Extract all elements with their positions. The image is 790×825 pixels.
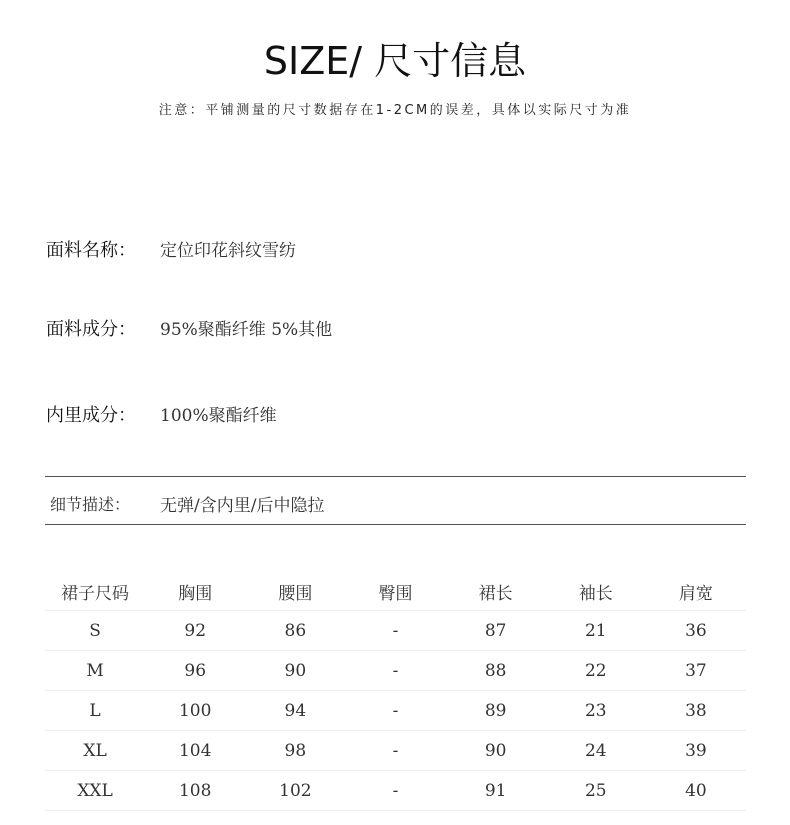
table-cell: 40 xyxy=(646,771,746,811)
lining-composition-label: 内里成分： xyxy=(46,405,136,426)
table-cell: - xyxy=(345,731,445,771)
table-cell: 23 xyxy=(546,691,646,731)
table-cell: 98 xyxy=(245,731,345,771)
table-cell: - xyxy=(345,691,445,731)
table-cell: 86 xyxy=(245,611,345,651)
fabric-name-value: 定位印花斜纹雪纺 xyxy=(160,241,296,261)
divider-bottom xyxy=(45,524,746,525)
table-row xyxy=(45,691,746,731)
table-cell: 104 xyxy=(145,731,245,771)
fabric-composition-label: 面料成分： xyxy=(46,319,136,340)
table-cell: - xyxy=(345,611,445,651)
table-cell: XXL xyxy=(45,771,145,811)
page-title: SIZE/ 尺寸信息 xyxy=(263,39,527,83)
table-cell: 21 xyxy=(546,611,646,651)
table-cell: 24 xyxy=(546,731,646,771)
table-cell: 25 xyxy=(546,771,646,811)
table-cell: 36 xyxy=(646,611,746,651)
table-cell: 92 xyxy=(145,611,245,651)
table-cell: - xyxy=(345,651,445,691)
header-skirt-length: 裙长 xyxy=(446,572,546,611)
header-sleeve-length: 袖长 xyxy=(546,572,646,611)
details-label: 细节描述： xyxy=(50,495,131,514)
table-cell: S xyxy=(45,611,145,651)
table-cell: 90 xyxy=(446,731,546,771)
table-cell: 91 xyxy=(446,771,546,811)
table-row xyxy=(45,731,746,771)
details-value: 无弹/含内里/后中隐拉 xyxy=(160,496,325,516)
size-table xyxy=(45,572,746,811)
header-waist: 腰围 xyxy=(245,572,345,611)
table-cell: 38 xyxy=(646,691,746,731)
header-bust: 胸围 xyxy=(145,572,245,611)
header-hip: 臀围 xyxy=(345,572,445,611)
lining-composition-value: 100%聚酯纤维 xyxy=(160,406,277,426)
table-cell: 94 xyxy=(245,691,345,731)
table-cell: L xyxy=(45,691,145,731)
table-cell: 37 xyxy=(646,651,746,691)
table-cell: 89 xyxy=(446,691,546,731)
table-cell: 22 xyxy=(546,651,646,691)
divider-top xyxy=(45,476,746,477)
table-cell: 90 xyxy=(245,651,345,691)
table-cell: 102 xyxy=(245,771,345,811)
measurement-note: 注意：平铺测量的尺寸数据存在1-2CM的误差，具体以实际尺寸为准 xyxy=(158,103,632,118)
table-cell: - xyxy=(345,771,445,811)
fabric-composition-value: 95%聚酯纤维 5%其他 xyxy=(160,320,333,340)
header-size: 裙子尺码 xyxy=(45,572,145,611)
table-cell: 100 xyxy=(145,691,245,731)
table-cell: XL xyxy=(45,731,145,771)
header-shoulder-width: 肩宽 xyxy=(646,572,746,611)
table-cell: 96 xyxy=(145,651,245,691)
table-row xyxy=(45,611,746,651)
table-cell: M xyxy=(45,651,145,691)
table-row xyxy=(45,771,746,811)
table-row xyxy=(45,651,746,691)
table-cell: 39 xyxy=(646,731,746,771)
size-table-header-row xyxy=(45,572,746,611)
table-cell: 87 xyxy=(446,611,546,651)
table-cell: 88 xyxy=(446,651,546,691)
fabric-name-label: 面料名称： xyxy=(46,240,136,261)
table-cell: 108 xyxy=(145,771,245,811)
